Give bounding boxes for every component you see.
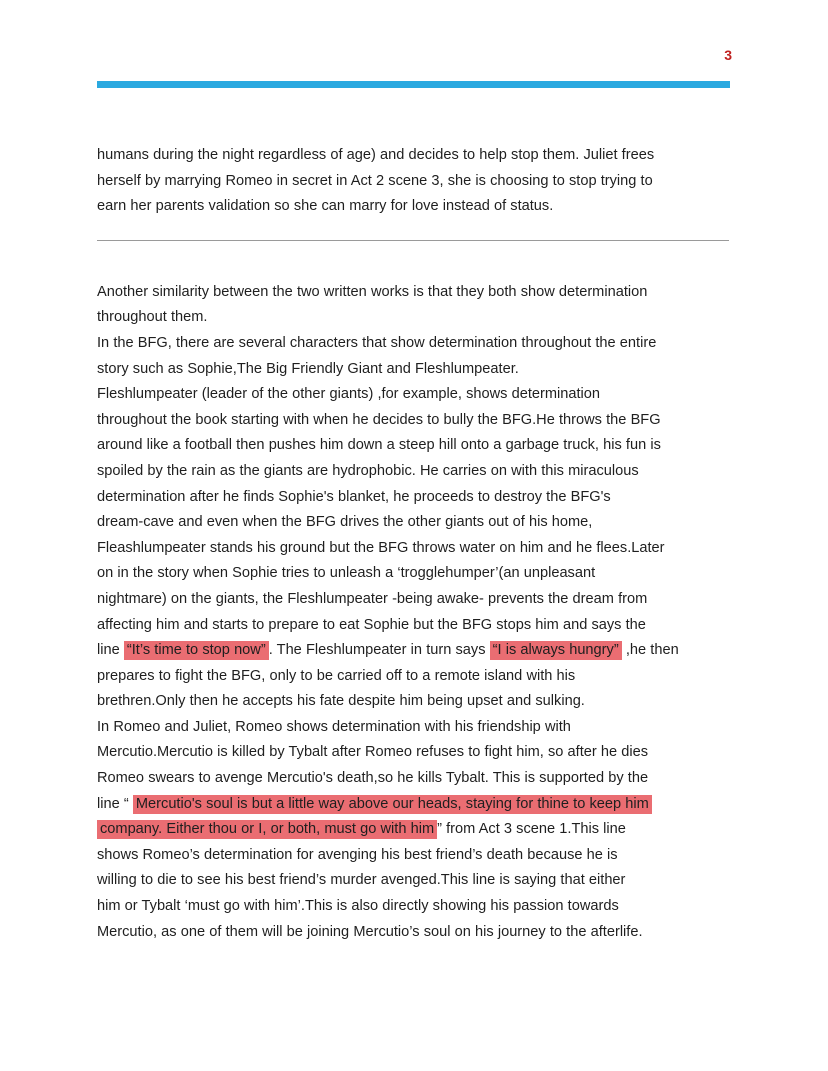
highlighted-quote-bfg: “It’s time to stop now”	[124, 641, 269, 660]
text-line-with-highlights	[97, 817, 733, 843]
text-line: dream-cave and even when the BFG drives the other giants out of his home,	[97, 514, 593, 531]
highlighted-quote-fleshlumpeater: “I is always hungry”	[490, 641, 622, 660]
header-accent-bar	[97, 81, 730, 88]
text-line: humans during the night regardless of age) and decides to help stop them. Juliet frees	[97, 147, 655, 163]
document-body	[97, 143, 733, 945]
text-line: earn her parents validation so she can marry for love instead of status.	[97, 198, 554, 215]
text-line: determination after he finds Sophie's blanket, he proceeds to destroy the BFG's	[97, 488, 611, 505]
text-line: around like a football then pushes him down a steep hill onto a garbage truck, his fun is	[97, 437, 661, 454]
paragraph-determination-intro	[97, 280, 733, 382]
text-fragment: line	[97, 642, 124, 659]
text-line: herself by marrying Romeo in secret in Act 2 scene 3, she is choosing to stop trying to	[97, 172, 653, 189]
text-line: prepares to fight the BFG, only to be carried off to a remote island with his	[97, 667, 576, 684]
highlighted-quote-mercutio-part2: company. Either thou or I, or both, must go with him	[97, 820, 437, 839]
text-line: Fleashlumpeater stands his ground but the BFG throws water on him and he flees.Later	[97, 539, 665, 556]
text-line: throughout them.	[97, 309, 208, 326]
text-line: Another similarity between the two written works is that they both show determination	[97, 283, 648, 300]
text-line: Mercutio.Mercutio is killed by Tybalt after Romeo refuses to fight him, so after he dies	[97, 744, 649, 761]
text-fragment: line “	[97, 795, 133, 812]
text-fragment: ,he then	[621, 642, 679, 659]
text-line: throughout the book starting with when he decides to bully the BFG.He throws the BFG	[97, 411, 661, 428]
text-line: In the BFG, there are several characters that show determination throughout the entire	[97, 334, 657, 351]
text-line: Romeo swears to avenge Mercutio's death,so he kills Tybalt. This is supported by the	[97, 770, 649, 787]
page-number: 3	[724, 47, 732, 63]
text-line: shows Romeo’s determination for avenging his best friend’s death because he is	[97, 846, 618, 863]
text-line: story such as Sophie,The Big Friendly Giant and Fleshlumpeater.	[97, 360, 519, 377]
text-line: willing to die to see his best friend’s murder avenged.This line is saying that either	[97, 872, 626, 889]
text-line: nightmare) on the giants, the Fleshlumpeater -being awake- prevents the dream from	[97, 590, 648, 607]
paragraph-romeo	[97, 715, 733, 945]
text-line: In Romeo and Juliet, Romeo shows determination with his friendship with	[97, 718, 571, 735]
text-line-with-highlights	[97, 792, 733, 818]
text-line: on in the story when Sophie tries to unleash a ‘trogglehumper’(an unpleasant	[97, 565, 596, 582]
paragraph-intro	[97, 143, 733, 220]
text-line-with-highlights	[97, 638, 733, 664]
text-line: Fleshlumpeater (leader of the other giants) ,for example, shows determination	[97, 386, 601, 403]
text-fragment: . The Fleshlumpeater in turn says	[268, 642, 490, 659]
text-fragment: ” from Act 3 scene 1.This line	[437, 821, 626, 838]
section-divider	[97, 240, 729, 241]
paragraph-fleshlumpeater	[97, 382, 733, 715]
highlighted-quote-mercutio-part1: Mercutio's soul is but a little way above our heads, staying for thine to keep him	[133, 795, 652, 814]
text-line: affecting him and starts to prepare to eat Sophie but the BFG stops him and says the	[97, 616, 646, 633]
text-line: brethren.Only then he accepts his fate despite him being upset and sulking.	[97, 693, 585, 710]
spacer	[97, 261, 733, 280]
text-line: spoiled by the rain as the giants are hydrophobic. He carries on with this miraculous	[97, 462, 639, 479]
text-line: him or Tybalt ‘must go with him’.This is also directly showing his passion towards	[97, 898, 619, 915]
text-line: Mercutio, as one of them will be joining Mercutio’s soul on his journey to the afterlife.	[97, 923, 643, 940]
